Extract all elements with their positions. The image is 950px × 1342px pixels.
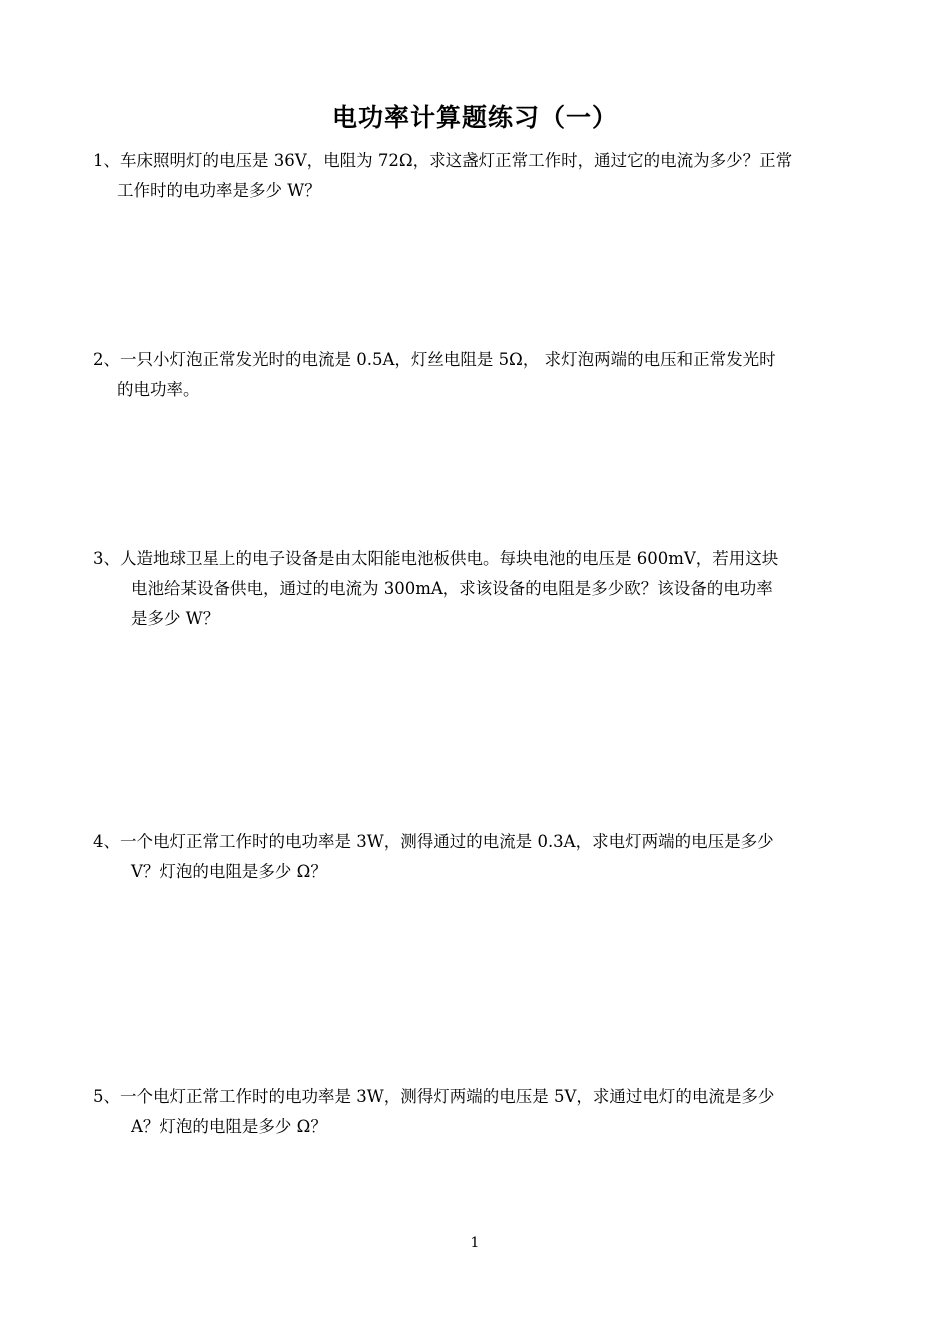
question-5-line-2: A？灯泡的电阻是多少 Ω？ <box>131 1117 327 1136</box>
question-2 <box>93 345 859 405</box>
question-5-line-1: 5、一个电灯正常工作时的电功率是 3W，测得灯两端的电压是 5V，求通过电灯的电流是多少 <box>93 1087 775 1106</box>
question-5 <box>93 1082 859 1142</box>
page-number: 1 <box>470 1235 480 1251</box>
question-4-line-1: 4、一个电灯正常工作时的电功率是 3W，测得通过的电流是 0.3A，求电灯两端的电压是多少 <box>93 832 774 851</box>
question-1 <box>93 146 859 206</box>
question-3-line-3: 是多少 W？ <box>131 609 220 628</box>
page-title: 电功率计算题练习（一） <box>331 103 618 132</box>
question-2-line-2: 的电功率。 <box>117 380 200 399</box>
question-3-line-2: 电池给某设备供电，通过的电流为 300mA，求该设备的电阻是多少欧？该设备的电功率 <box>131 579 773 598</box>
question-3 <box>93 544 859 634</box>
question-4-line-2: V？灯泡的电阻是多少 Ω？ <box>131 862 327 881</box>
question-3-line-1: 3、人造地球卫星上的电子设备是由太阳能电池板供电。每块电池的电压是 600mV，若用这块 <box>93 549 779 568</box>
question-2-line-1: 2、一只小灯泡正常发光时的电流是 0.5A，灯丝电阻是 5Ω， 求灯泡两端的电压和正常发光时 <box>93 350 776 369</box>
question-1-line-2: 工作时的电功率是多少 W？ <box>117 181 321 200</box>
question-4 <box>93 827 859 887</box>
question-1-line-1: 1、车床照明灯的电压是 36V，电阻为 72Ω，求这盏灯正常工作时，通过它的电流为多少？正常 <box>93 151 793 170</box>
